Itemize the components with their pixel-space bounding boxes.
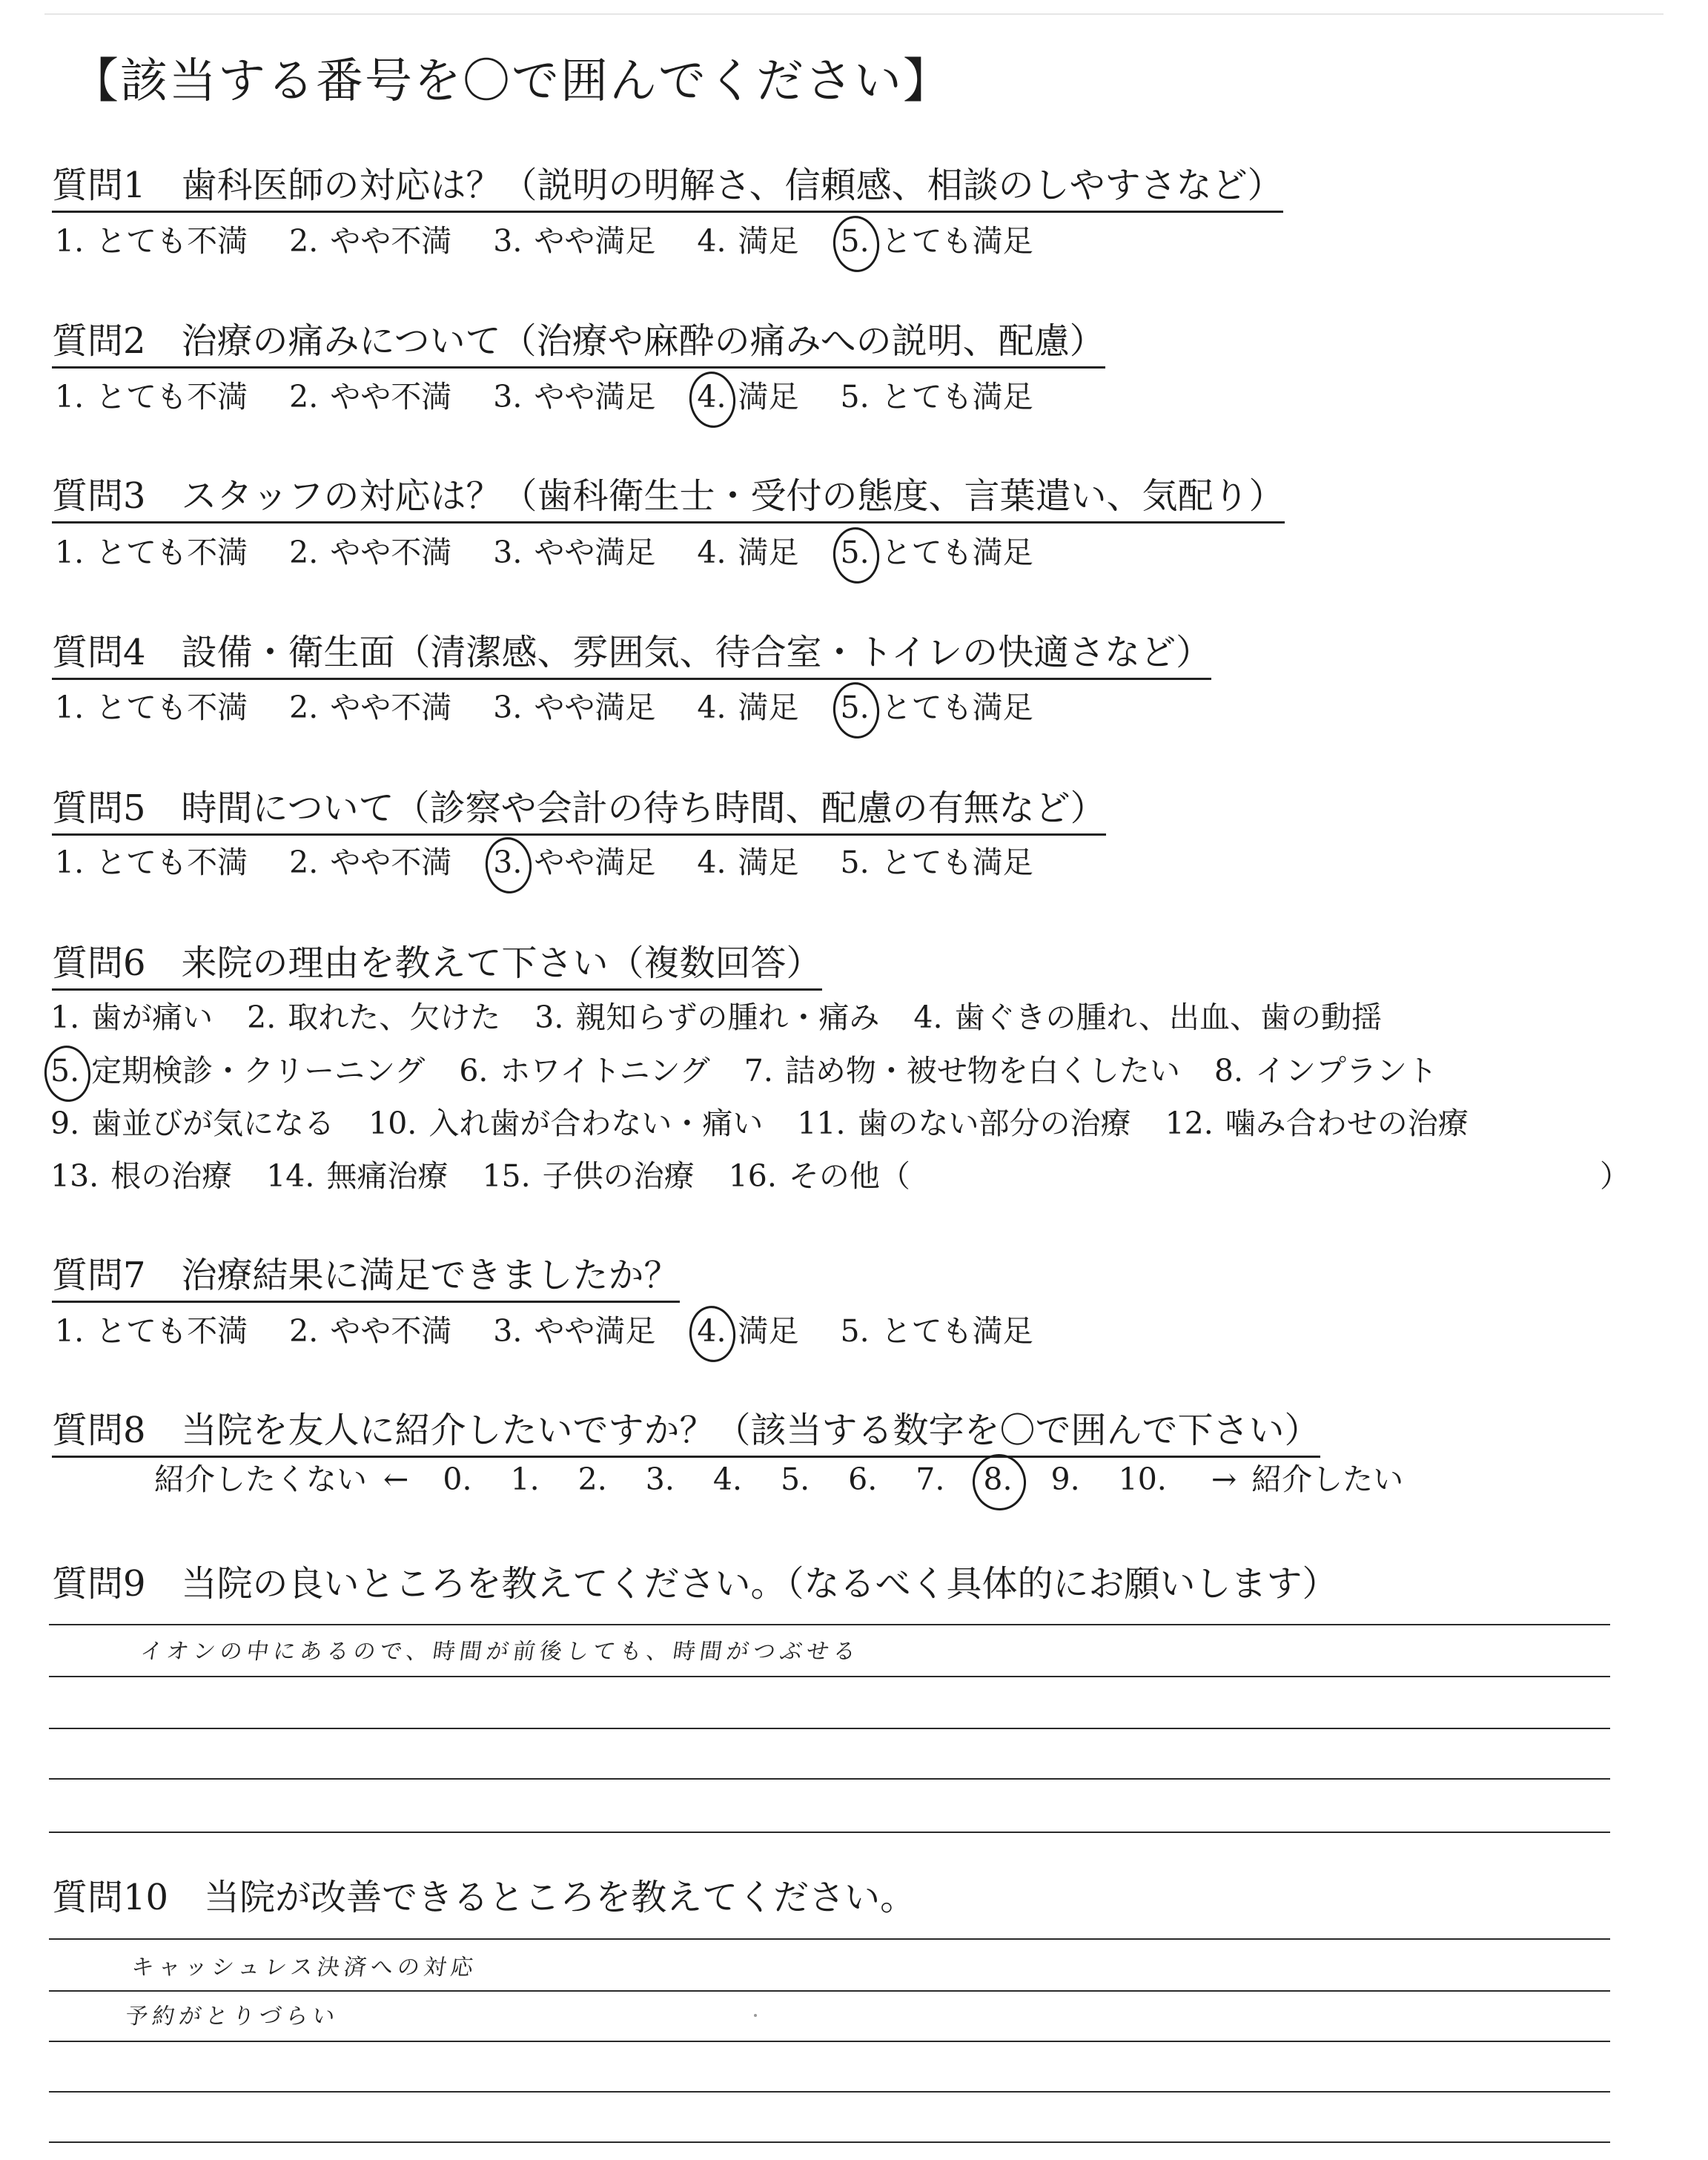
option-label: 子供の治療 <box>542 1158 695 1194</box>
option-number: 3. <box>493 690 523 725</box>
q2-option-1[interactable] <box>52 379 248 415</box>
question-7-title: 質問7 治療結果に満足できましたか？ <box>52 1258 680 1303</box>
option-label: 入れ歯が合わない・痛い <box>428 1106 764 1141</box>
answer-line <box>49 1938 1610 1940</box>
option-label: 満足 <box>738 1313 799 1349</box>
q1-option-3[interactable] <box>490 223 656 259</box>
q6-r1-option-1[interactable] <box>49 1000 214 1035</box>
option-label: とても満足 <box>881 845 1033 880</box>
question-1-options <box>52 223 1072 259</box>
q4-option-5[interactable] <box>838 690 1033 725</box>
option-number: 5. <box>49 1056 81 1086</box>
option-label: とても満足 <box>881 1313 1033 1349</box>
handwritten-answer: キャッシュレス決済への対応 <box>130 1955 480 1981</box>
option-number: 1. <box>55 845 85 880</box>
question-5-options <box>52 845 1072 880</box>
other-close-paren: ） <box>1600 1158 1630 1194</box>
q6-r1-option-2[interactable] <box>245 1000 501 1035</box>
selection-circle <box>42 1043 93 1104</box>
option-number: 5. <box>840 845 870 880</box>
option-number: 1. <box>55 223 85 259</box>
option-number: 8. <box>1214 1053 1243 1089</box>
option-label: とても満足 <box>881 223 1033 259</box>
option-label: 歯のない部分の治療 <box>857 1106 1131 1141</box>
option-number: 7. <box>744 1053 773 1089</box>
option-number: 16. <box>728 1158 777 1194</box>
question-10-title: 質問10 当院が改善できるところを教えてください。 <box>52 1877 916 1918</box>
q5-option-5[interactable] <box>838 845 1033 880</box>
option-label: とても満足 <box>881 379 1033 415</box>
question-7-options <box>52 1313 1072 1349</box>
q7-option-2[interactable] <box>286 1313 452 1349</box>
option-label: とても不満 <box>96 535 248 570</box>
option-label: やや不満 <box>330 1313 452 1349</box>
option-label: 満足 <box>738 535 799 570</box>
option-label: とても不満 <box>96 1313 248 1349</box>
scale-value-8[interactable]: 8. <box>983 1464 1012 1495</box>
selection-circle <box>830 214 882 274</box>
recommend-scale <box>154 1464 1403 1495</box>
question-5-title: 質問5 時間について（診察や会計の待ち時間、配慮の有無など） <box>52 790 1106 836</box>
scale-left-label: 紹介したくない <box>154 1462 367 1497</box>
q4-option-2[interactable] <box>286 690 452 725</box>
option-number: 4. <box>913 1000 943 1035</box>
question-9-title: 質問9 当院の良いところを教えてください。（なるべく具体的にお願いします） <box>52 1563 1338 1605</box>
question-2-title: 質問2 治療の痛みについて（治療や麻酔の痛みへの説明、配慮） <box>52 323 1105 369</box>
q6-r4-option-4[interactable] <box>727 1158 910 1194</box>
option-label: とても満足 <box>881 690 1033 725</box>
q3-option-2[interactable] <box>286 535 452 570</box>
question-3-options <box>52 535 1072 570</box>
option-number: 2. <box>289 845 319 880</box>
q2-option-3[interactable] <box>490 379 656 415</box>
option-label: 詰め物・被せ物を白くしたい <box>784 1053 1180 1089</box>
option-number: 2. <box>247 1000 277 1035</box>
question-3-title: 質問3 スタッフの対応は？（歯科衛生士・受付の態度、言葉遣い、気配り） <box>52 478 1285 524</box>
option-label: 噛み合わせの治療 <box>1225 1106 1469 1141</box>
option-label: とても満足 <box>881 535 1033 570</box>
option-number: 14. <box>266 1158 315 1194</box>
q6-r3-option-3[interactable] <box>795 1106 1131 1141</box>
selection-circle <box>687 369 739 430</box>
scale-value-3[interactable]: 3. <box>645 1462 675 1497</box>
option-label: やや不満 <box>330 535 452 570</box>
option-label: 満足 <box>738 379 799 415</box>
option-number: 5. <box>838 226 873 257</box>
answer-line <box>49 2091 1610 2093</box>
option-number: 5. <box>840 379 870 415</box>
option-label: やや満足 <box>534 535 656 570</box>
question-6-row-4 <box>49 1158 943 1194</box>
option-label: やや満足 <box>534 223 656 259</box>
q6-r2-option-2[interactable] <box>457 1053 710 1089</box>
option-label: やや不満 <box>330 379 452 415</box>
option-label: やや満足 <box>534 690 656 725</box>
option-label: 歯並びが気になる <box>91 1106 335 1141</box>
q6-r4-option-1[interactable] <box>49 1158 233 1194</box>
page-top-edge <box>44 13 1664 15</box>
option-number: 12. <box>1165 1106 1214 1141</box>
q1-option-2[interactable] <box>286 223 452 259</box>
option-number: 1. <box>55 379 85 415</box>
scale-values <box>443 1464 1205 1495</box>
option-label: やや不満 <box>330 223 452 259</box>
option-label: 満足 <box>738 845 799 880</box>
question-6-row-2 <box>49 1053 1470 1089</box>
scale-value-0[interactable]: 0. <box>443 1462 472 1497</box>
q2-option-4[interactable] <box>694 379 799 415</box>
option-number: 2. <box>289 1313 319 1349</box>
q6-r2-option-3[interactable] <box>743 1053 1180 1089</box>
option-label: その他（ <box>788 1158 910 1194</box>
q6-r3-option-2[interactable] <box>367 1106 764 1141</box>
option-number: 5. <box>838 693 873 723</box>
scale-value-1[interactable]: 1. <box>510 1462 540 1497</box>
selection-circle <box>970 1451 1030 1513</box>
q7-option-1[interactable] <box>52 1313 248 1349</box>
q6-r2-option-4[interactable] <box>1213 1053 1437 1089</box>
option-label: とても不満 <box>96 690 248 725</box>
q2-option-2[interactable] <box>286 379 452 415</box>
option-number: 3. <box>490 848 525 878</box>
option-number: 13. <box>50 1158 99 1194</box>
option-label: 根の治療 <box>110 1158 233 1194</box>
option-number: 15. <box>482 1158 531 1194</box>
option-label: 無痛治療 <box>326 1158 448 1194</box>
option-number: 4. <box>697 690 726 725</box>
option-number: 4. <box>697 223 726 259</box>
q7-option-3[interactable] <box>490 1313 656 1349</box>
answer-line <box>49 1728 1610 1729</box>
q7-option-4[interactable] <box>694 1313 799 1349</box>
question-6-row-3 <box>49 1106 1501 1141</box>
q4-option-3[interactable] <box>490 690 656 725</box>
option-number: 2. <box>289 223 319 259</box>
question-1-title: 質問1 歯科医師の対応は？（説明の明解さ、信頼感、相談のしやすさなど） <box>52 168 1283 213</box>
q4-option-1[interactable] <box>52 690 248 725</box>
selection-circle <box>830 680 882 741</box>
left-arrow-icon: ← <box>383 1462 409 1497</box>
answer-line <box>49 1990 1610 1992</box>
scale-value-6[interactable]: 6. <box>848 1462 878 1497</box>
q1-option-1[interactable] <box>52 223 248 259</box>
handwritten-answer: 予約がとりづらい <box>124 2004 341 2029</box>
question-8-title: 質問8 当院を友人に紹介したいですか？（該当する数字を〇で囲んで下さい） <box>52 1413 1320 1458</box>
q6-r3-option-1[interactable] <box>49 1106 335 1141</box>
option-label: とても不満 <box>96 379 248 415</box>
form-heading: 【該当する番号を〇で囲んでください】 <box>71 54 952 109</box>
option-number: 4. <box>694 1316 729 1347</box>
option-number: 1. <box>50 1000 80 1035</box>
option-label: 定期検診・クリーニング <box>91 1053 426 1089</box>
q6-r2-option-1[interactable] <box>49 1053 426 1089</box>
option-number: 4. <box>697 535 726 570</box>
option-label: ホワイトニング <box>500 1053 710 1089</box>
right-arrow-icon: → <box>1211 1462 1237 1497</box>
scale-value-7[interactable]: 7. <box>916 1462 945 1497</box>
option-number: 2. <box>289 379 319 415</box>
option-number: 5. <box>840 1313 870 1349</box>
option-label: インプラント <box>1255 1053 1437 1089</box>
q5-option-2[interactable] <box>286 845 452 880</box>
q7-option-5[interactable] <box>838 1313 1033 1349</box>
option-number: 3. <box>493 1313 523 1349</box>
q3-option-5[interactable] <box>838 535 1033 570</box>
question-6-title: 質問6 来院の理由を教えて下さい（複数回答） <box>52 945 822 991</box>
q3-option-4[interactable] <box>694 535 799 570</box>
q5-option-3[interactable] <box>490 845 656 880</box>
option-label: 歯ぐきの腫れ、出血、歯の動揺 <box>954 1000 1382 1035</box>
option-number: 1. <box>55 690 85 725</box>
selection-circle <box>830 525 882 586</box>
answer-line <box>49 1832 1610 1833</box>
q5-option-4[interactable] <box>694 845 799 880</box>
option-number: 4. <box>694 382 729 412</box>
q6-r4-option-3[interactable] <box>480 1158 695 1194</box>
option-number: 3. <box>534 1000 564 1035</box>
q4-option-4[interactable] <box>694 690 799 725</box>
option-number: 5. <box>838 538 873 568</box>
scale-value-9[interactable]: 9. <box>1050 1462 1080 1497</box>
option-number: 4. <box>697 845 726 880</box>
answer-line <box>49 1624 1610 1625</box>
answer-line <box>49 2141 1610 2143</box>
q2-option-5[interactable] <box>838 379 1033 415</box>
option-number: 11. <box>797 1106 846 1141</box>
option-number: 3. <box>493 379 523 415</box>
option-number: 3. <box>493 223 523 259</box>
option-label: やや満足 <box>534 845 656 880</box>
question-2-options <box>52 379 1072 415</box>
selection-circle <box>687 1304 739 1364</box>
q6-r1-option-4[interactable] <box>912 1000 1382 1035</box>
option-number: 1. <box>55 1313 85 1349</box>
option-label: 親知らずの腫れ・痛み <box>575 1000 880 1035</box>
handwritten-answer: イオンの中にあるので、時間が前後しても、時間がつぶせる <box>139 1639 862 1665</box>
scale-value-2[interactable]: 2. <box>577 1462 607 1497</box>
option-label: 満足 <box>738 223 799 259</box>
option-number: 1. <box>55 535 85 570</box>
q1-option-5[interactable] <box>838 223 1033 259</box>
option-label: 取れた、欠けた <box>288 1000 501 1035</box>
option-number: 3. <box>493 535 523 570</box>
option-label: とても不満 <box>96 845 248 880</box>
q1-option-4[interactable] <box>694 223 799 259</box>
scale-right-label: 紹介したい <box>1251 1462 1404 1497</box>
q5-option-1[interactable] <box>52 845 248 880</box>
q6-r3-option-4[interactable] <box>1164 1106 1469 1141</box>
option-label: 歯が痛い <box>91 1000 214 1035</box>
scale-value-4[interactable]: 4. <box>712 1462 742 1497</box>
q6-r1-option-3[interactable] <box>533 1000 880 1035</box>
option-label: やや満足 <box>534 1313 656 1349</box>
q3-option-1[interactable] <box>52 535 248 570</box>
option-label: やや不満 <box>330 845 452 880</box>
scale-value-10[interactable]: 10. <box>1118 1462 1167 1497</box>
answer-line <box>49 1676 1610 1677</box>
option-number: 10. <box>368 1106 417 1141</box>
option-label: やや満足 <box>534 379 656 415</box>
question-4-title: 質問4 設備・衛生面（清潔感、雰囲気、待合室・トイレの快適さなど） <box>52 635 1211 680</box>
q6-r4-option-2[interactable] <box>265 1158 448 1194</box>
option-label: やや不満 <box>330 690 452 725</box>
option-number: 2. <box>289 690 319 725</box>
option-number: 2. <box>289 535 319 570</box>
option-label: 満足 <box>738 690 799 725</box>
answer-line <box>49 2041 1610 2042</box>
question-6-row-1 <box>49 1000 1414 1035</box>
question-4-options <box>52 690 1072 725</box>
scan-speck <box>754 2014 757 2017</box>
option-number: 9. <box>50 1106 80 1141</box>
q3-option-3[interactable] <box>490 535 656 570</box>
option-label: とても不満 <box>96 223 248 259</box>
selection-circle <box>483 835 534 896</box>
answer-line <box>49 1778 1610 1780</box>
option-number: 6. <box>459 1053 489 1089</box>
scale-value-5[interactable]: 5. <box>780 1462 810 1497</box>
